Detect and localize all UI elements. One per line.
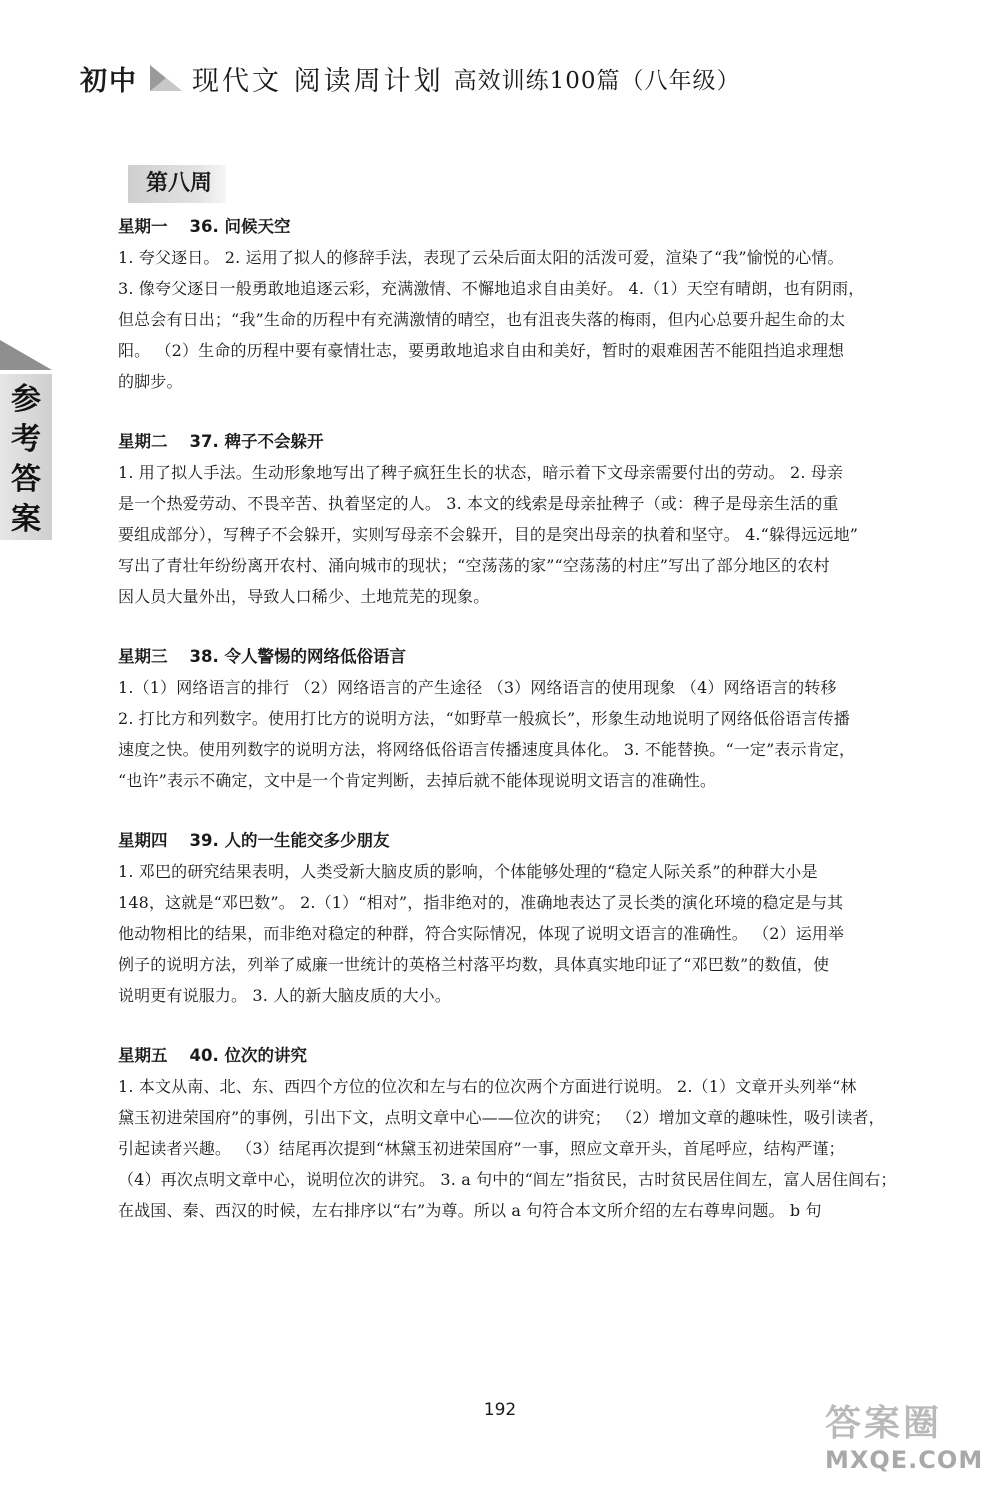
answer-line: 黛玉初进荣国府”的事例，引出下文，点明文章中心——位次的讲究； （2）增加文章的趣味性，吸引读者， [118,1108,885,1127]
header-title: 现代文 阅读周计划 [192,65,444,97]
section-day: 星期四 [118,831,168,850]
side-tab-char: 考 [11,422,41,457]
side-tab-char: 参 [11,382,41,417]
section-friday [118,1041,948,1226]
header-subtitle: 高效训练100篇（八年级） [453,67,741,94]
answer-line: 说明更有说服力。 3. 人的新大脑皮质的大小。 [118,986,451,1005]
answer-line: 他动物相比的结果，而非绝对稳定的种群，符合实际情况，体现了说明文语言的准确性。 （2）运用举 [118,924,845,943]
side-tab-arrow-icon [0,340,52,370]
answer-line: 的脚步。 [118,372,183,391]
page-number: 192 [483,1400,517,1420]
answer-line: （4）再次点明文章中心，说明位次的讲究。 3. a 句中的“闾左”指贫民，古时贫民居住闾左，富人居住闾右； [118,1170,897,1189]
watermark-text: 答案圈 [825,1403,943,1444]
side-tab-char: 答 [11,462,41,497]
section-tuesday [118,427,948,612]
section-title: 36. 问候天空 [189,217,291,236]
section-day: 星期三 [118,647,168,666]
section-wednesday [118,642,948,796]
answer-line: 是一个热爱劳动、不畏辛苦、执着坚定的人。 3. 本文的线索是母亲扯稗子（或：稗子是母亲生活的重 [118,494,839,513]
answer-line: 1. 用了拟人手法。生动形象地写出了稗子疯狂生长的状态，暗示着下文母亲需要付出的劳动。 2. 母亲 [118,463,844,482]
section-title: 38. 令人警惕的网络低俗语言 [189,647,406,666]
answer-line: 但总会有日出；“我”生命的历程中有充满激情的晴空，也有沮丧失落的梅雨，但内心总要升起生命的太 [118,310,846,329]
answer-line: 阳。 （2）生命的历程中要有豪情壮志，要勇敢地追求自由和美好，暂时的艰难困苦不能阻挡追求理想 [118,341,845,360]
side-tab-label [0,374,52,540]
answer-line: 1. 邓巴的研究结果表明，人类受新大脑皮质的影响，个体能够处理的“稳定人际关系”的种群大小是 [118,862,818,881]
watermark-logo [825,1395,995,1475]
header-grade: 初中 [80,65,138,97]
answer-line: 引起读者兴趣。 （3）结尾再次提到“林黛玉初进荣国府”一事，照应文章开头，首尾呼应，结构严谨； [118,1139,845,1158]
answer-line: 因人员大量外出，导致人口稀少、土地荒芜的现象。 [118,587,490,606]
watermark-url: MXQE.COM [825,1446,984,1474]
section-heading [118,427,948,457]
section-title: 40. 位次的讲究 [189,1046,307,1065]
week-title: 第八周 [128,165,226,203]
section-thursday [118,826,948,1011]
answer-line: 1.（1）网络语言的排行 （2）网络语言的产生途径 （3）网络语言的使用现象 （4）网络语言的转移 [118,678,837,697]
answer-line: 2. 打比方和列数字。使用打比方的说明方法，“如野草一般疯长”，形象生动地说明了网络低俗语言传播 [118,709,850,728]
section-heading [118,1041,948,1071]
side-tab-char: 案 [11,502,41,537]
section-monday [118,212,948,397]
answer-line: “也许”表示不确定，文中是一个肯定判断，去掉后就不能体现说明文语言的准确性。 [118,771,717,790]
answer-line: 在战国、秦、西汉的时候，左右排序以“右”为尊。所以 a 句符合本文所介绍的左右尊卑问题。 b 句 [118,1201,822,1220]
answer-line: 写出了青壮年纷纷离开农村、涌向城市的现状；“空荡荡的家”“空荡荡的村庄”写出了部分地区的农村 [118,556,830,575]
answer-line: 148，这就是“邓巴数”。 2.（1）“相对”，指非绝对的，准确地表达了灵长类的演化环境的稳定是与其 [118,893,844,912]
answer-line: 要组成部分），写稗子不会躲开，实则写母亲不会躲开，目的是突出母亲的执着和坚守。 4.“躲得远远地” [118,525,859,544]
answers-content [118,212,948,1256]
answer-line: 例子的说明方法，列举了威廉一世统计的英格兰村落平均数，具体真实地印证了“邓巴数”的数值，使 [118,955,830,974]
section-heading [118,642,948,672]
section-day: 星期五 [118,1046,168,1065]
section-heading [118,826,948,856]
section-day: 星期一 [118,217,168,236]
page-header [80,58,940,98]
answer-line: 3. 像夸父逐日一般勇敢地追逐云彩，充满激情、不懈地追求自由美好。 4.（1）天空有晴朗，也有阴雨， [118,279,865,298]
side-tab-answers [0,340,52,537]
answer-line: 速度之快。使用列数字的说明方法，将网络低俗语言传播速度具体化。 3. 不能替换。“一定”表示肯定， [118,740,856,759]
section-title: 37. 稗子不会躲开 [189,432,324,451]
section-day: 星期二 [118,432,168,451]
section-heading [118,212,948,242]
answer-line: 1. 本文从南、北、东、西四个方位的位次和左与右的位次两个方面进行说明。 2.（1）文章开头列举“林 [118,1077,857,1096]
section-title: 39. 人的一生能交多少朋友 [189,831,390,850]
answer-line: 1. 夸父逐日。 2. 运用了拟人的修辞手法，表现了云朵后面太阳的活泼可爱，渲染了“我”愉悦的心情。 [118,248,844,267]
header-triangle-icon [148,63,184,93]
